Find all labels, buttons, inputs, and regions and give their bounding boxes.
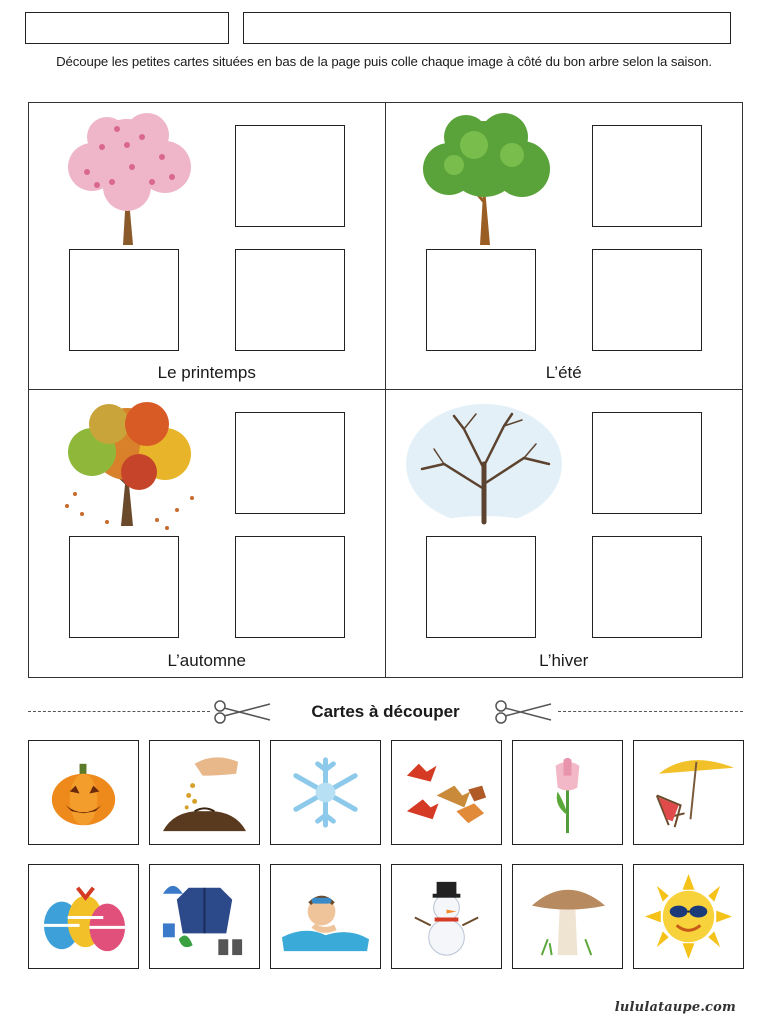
instructions-text: Découpe les petites cartes situées en bas de la page puis colle chaque image à côté du bon arbre selon la saison. <box>56 54 712 69</box>
paste-slot[interactable] <box>69 249 179 351</box>
swimming-child-icon <box>276 870 375 963</box>
season-label: L’automne <box>167 651 246 670</box>
season-cell-winter <box>386 390 743 677</box>
season-label: Le printemps <box>157 363 256 382</box>
season-grid <box>28 102 743 678</box>
green-tree-icon <box>404 107 564 247</box>
season-cell-autumn <box>29 390 386 677</box>
snowflake-icon <box>276 746 375 839</box>
beach-chair-umbrella-icon <box>639 746 738 839</box>
paste-slot[interactable] <box>426 536 536 638</box>
name-field[interactable] <box>25 12 229 44</box>
mushroom-icon <box>518 870 617 963</box>
autumn-tree-icon <box>47 394 207 534</box>
sowing-seeds-icon <box>155 746 254 839</box>
date-field[interactable] <box>243 12 731 44</box>
paste-slot[interactable] <box>426 249 536 351</box>
season-label: L’hiver <box>539 651 589 670</box>
paste-slot[interactable] <box>235 412 345 514</box>
card-mushroom[interactable] <box>512 864 623 969</box>
card-winter-clothes[interactable] <box>149 864 260 969</box>
paste-slot[interactable] <box>592 249 702 351</box>
card-sun[interactable] <box>633 864 744 969</box>
sun-with-sunglasses-icon <box>639 870 738 963</box>
scissors-icon <box>212 700 272 724</box>
dashed-line <box>28 711 210 712</box>
blossom-tree-icon <box>47 107 207 247</box>
paste-slot[interactable] <box>235 125 345 227</box>
season-label: L’été <box>545 363 582 382</box>
watermark-logo: lululataupe.com <box>614 1000 736 1015</box>
card-beach[interactable] <box>633 740 744 845</box>
paste-slot[interactable] <box>592 412 702 514</box>
paste-slot[interactable] <box>235 249 345 351</box>
card-snowman[interactable] <box>391 864 502 969</box>
fallen-leaves-icon <box>397 746 496 839</box>
tulip-icon <box>518 746 617 839</box>
card-snowflake[interactable] <box>270 740 381 845</box>
dashed-line <box>558 711 743 712</box>
card-leaves[interactable] <box>391 740 502 845</box>
winter-clothes-icon <box>155 870 254 963</box>
paste-slot[interactable] <box>235 536 345 638</box>
snowman-icon <box>397 870 496 963</box>
card-pumpkin[interactable] <box>28 740 139 845</box>
season-cell-spring <box>29 103 386 390</box>
card-sowing[interactable] <box>149 740 260 845</box>
scissors-icon <box>493 700 553 724</box>
season-cell-summer <box>386 103 743 390</box>
card-easter-eggs[interactable] <box>28 864 139 969</box>
cut-section-title: Cartes à découper <box>311 702 460 721</box>
pumpkin-icon <box>34 746 133 839</box>
cut-line <box>28 700 743 724</box>
paste-slot[interactable] <box>592 125 702 227</box>
card-swimming[interactable] <box>270 864 381 969</box>
card-tulip[interactable] <box>512 740 623 845</box>
paste-slot[interactable] <box>69 536 179 638</box>
paste-slot[interactable] <box>592 536 702 638</box>
easter-eggs-icon <box>34 870 133 963</box>
bare-winter-tree-icon <box>404 394 564 534</box>
